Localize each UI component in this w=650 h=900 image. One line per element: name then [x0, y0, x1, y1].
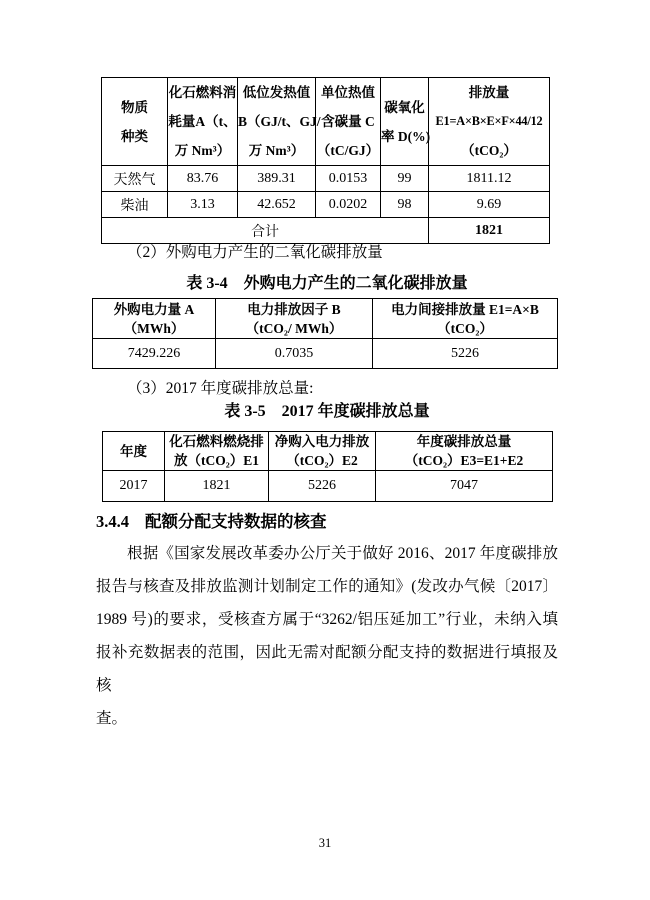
- header-line: 种类: [121, 128, 148, 144]
- data-cell: 9.69: [429, 192, 550, 218]
- header-cell-year: [103, 432, 165, 471]
- paragraph-line: 查。: [96, 710, 128, 727]
- header-line: 低位发热值: [242, 85, 311, 100]
- header-line-formula: E1=A×B×E×F×44/12: [435, 114, 543, 128]
- data-cell: 1811.12: [429, 166, 550, 192]
- table-3-5-caption: 表 3-5 2017 年度碳排放总量: [224, 403, 430, 420]
- paragraph-line: 根据《国家发展改革委办公厅关于做好 2016、2017 年度碳排放: [127, 545, 558, 562]
- header-line: 放（tCO₂）E1: [173, 453, 260, 468]
- header-line: 碳氧化: [384, 99, 425, 115]
- page-number: 31: [318, 836, 332, 850]
- header-cell-electricity-emission-e2: [269, 432, 376, 471]
- paragraph-line: 报补充数据表的范围，因此无需对配额分配支持的数据进行填报及核: [96, 644, 558, 694]
- header-cell-oxidation-rate: [381, 78, 429, 166]
- fuel-table-header-row: [102, 78, 550, 166]
- data-cell: 7047: [376, 471, 553, 502]
- header-line: 年度碳排放总量: [416, 434, 512, 449]
- header-line: 电力排放因子 B: [247, 301, 341, 317]
- header-cell-total-emission-e3: [376, 432, 553, 471]
- note-purchased-electricity: （2）外购电力产生的二氧化碳排放量: [127, 244, 383, 261]
- header-line: 年度: [120, 443, 147, 459]
- header-line: 含碳量 C: [321, 114, 375, 129]
- table-row-diesel: [102, 192, 550, 218]
- header-line: 率 D(%): [381, 128, 431, 144]
- header-line: 化石燃料消: [168, 85, 237, 100]
- section-heading: [96, 511, 558, 532]
- header-line: （tCO₂/ MWh）: [245, 320, 343, 336]
- data-cell: 天然气: [102, 166, 168, 192]
- section-paragraph: [96, 537, 558, 735]
- data-cell: 0.0202: [316, 192, 381, 218]
- header-line: （MWh）: [123, 320, 185, 336]
- table-row: [103, 471, 553, 502]
- data-cell: 5226: [269, 471, 376, 502]
- header-cell-heating-value: [238, 78, 321, 166]
- table-row: [93, 339, 558, 369]
- table-3-5-header-row: [103, 432, 553, 471]
- header-line: （tCO₂）E2: [286, 453, 358, 468]
- header-line: （tCO₂）: [437, 320, 493, 336]
- header-line: 单位热值: [321, 85, 375, 100]
- header-line: 净购入电力排放: [274, 434, 370, 449]
- header-cell-fuel-consumption: [168, 78, 238, 166]
- data-cell: 42.652: [238, 192, 316, 218]
- purchased-electricity-table: [92, 298, 558, 369]
- data-cell: 0.0153: [316, 166, 381, 192]
- data-cell: 7429.226: [93, 339, 216, 369]
- data-cell: 3.13: [168, 192, 238, 218]
- header-cell-carbon-content: [316, 78, 381, 166]
- header-line: 外购电力量 A: [113, 301, 195, 317]
- header-cell-fuel-emission-e1: [165, 432, 269, 471]
- data-cell: 99: [381, 166, 429, 192]
- data-cell: 0.7035: [216, 339, 373, 369]
- total-value-cell: 1821: [429, 218, 550, 244]
- section-title: 配额分配支持数据的核查: [145, 512, 327, 531]
- header-cell-electricity-amount: [93, 299, 216, 339]
- annual-total-emission-table: [102, 431, 553, 502]
- header-line: 物质: [121, 99, 148, 115]
- table-row-total: [102, 218, 550, 244]
- header-line: 化石燃料燃烧排: [169, 434, 264, 449]
- header-line: （tCO₂）: [461, 143, 517, 158]
- data-cell: 5226: [373, 339, 558, 369]
- fuel-emission-table: [101, 77, 550, 244]
- header-line: 耗量A（t、: [168, 114, 237, 129]
- table-3-4-header-row: [93, 299, 558, 339]
- paragraph-line: 报告与核查及排放监测计划制定工作的通知》(发改办气候〔2017〕: [96, 578, 558, 595]
- header-line: 万 Nm³）: [248, 143, 305, 158]
- data-cell: 98: [381, 192, 429, 218]
- header-line: （tC/GJ）: [316, 143, 380, 158]
- data-cell: 1821: [165, 471, 269, 502]
- header-cell-emission-factor: [216, 299, 373, 339]
- data-cell: 83.76: [168, 166, 238, 192]
- total-label-cell: 合计: [102, 218, 429, 244]
- table-row-natural-gas: [102, 166, 550, 192]
- data-cell: 柴油: [102, 192, 168, 218]
- data-cell: 389.31: [238, 166, 316, 192]
- data-cell: 2017: [103, 471, 165, 502]
- header-cell-material-type: [102, 78, 168, 166]
- header-line: B（GJ/t、GJ/: [238, 114, 321, 129]
- header-line: 电力间接排放量 E1=A×B: [391, 301, 539, 317]
- section-number: 3.4.4: [96, 512, 129, 531]
- header-line: 万 Nm³）: [174, 143, 231, 158]
- paragraph-line: 1989 号)的要求，受核查方属于“3262/铝压延加工”行业，未纳入填: [96, 611, 558, 628]
- header-cell-indirect-emission: [373, 299, 558, 339]
- header-line: （tCO₂）E3=E1+E2: [404, 453, 524, 468]
- header-line: 排放量: [468, 85, 510, 100]
- header-cell-emission: [429, 78, 550, 166]
- table-3-4-caption: 表 3-4 外购电力产生的二氧化碳排放量: [186, 275, 468, 292]
- note-annual-total: （3）2017 年度碳排放总量:: [127, 380, 314, 397]
